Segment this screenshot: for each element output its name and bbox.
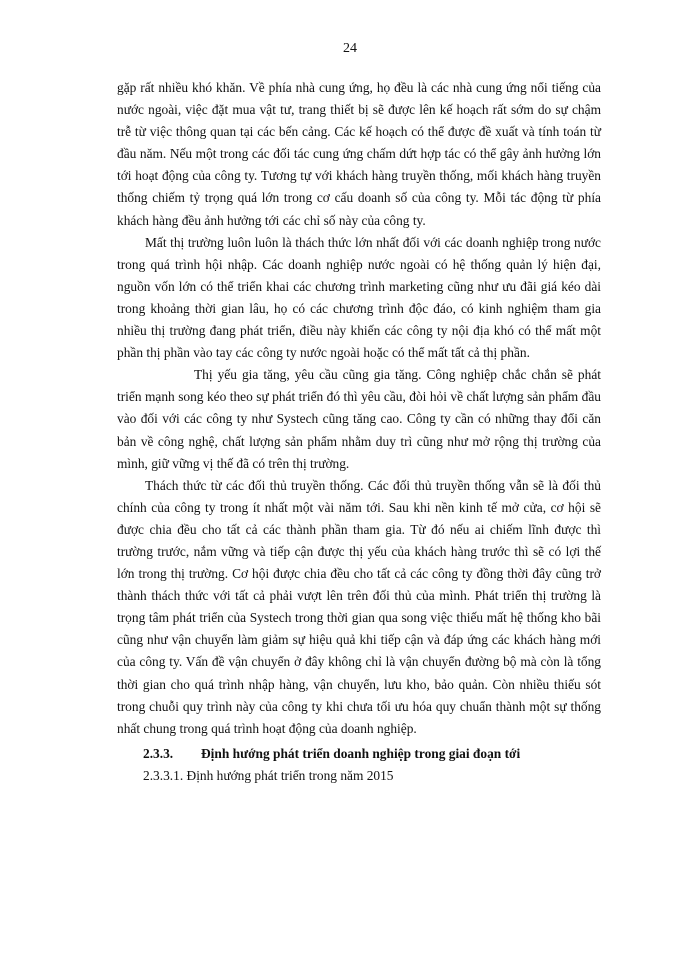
paragraph-1: gặp rất nhiều khó khăn. Về phía nhà cung ứng, họ đều là các nhà cung ứng nổi tiếng của nước ngoài, việc đặt mua vật tư, trang thiết bị sẽ được lên kế hoạch rất sớm do sự chậm trễ từ việc thông quan tại các bến cảng. Các kế hoạch có thể được đề xuất và tính toán từ đầu năm. Nếu một trong các đối tác cung ứng chấm dứt hợp tác có thể gây ảnh hưởng lớn tới hoạt động của công ty. Tương tự với khách hàng truyền thống, mối khách hàng truyền thống chiếm tỷ trọng quá lớn trong cơ cấu doanh số của công ty. Mỗi tác động từ phía khách hàng đều ảnh hưởng tới các chỉ số này của công ty.: [117, 80, 601, 228]
paragraph-3: Thị yếu gia tăng, yêu cầu cũng gia tăng. Công nghiệp chắc chắn sẽ phát triển mạnh song kéo theo sự phát triển đó thì yêu cầu, đòi hỏi về chất lượng sản phẩm đầu vào đối với các công ty như Systech cũng tăng cao. Công ty cần có những thay đổi căn bản về công nghệ, chất lượng sản phẩm nhằm duy trì cũng như mở rộng thị trường của mình, giữ vững vị thế đã có trên thị trường.: [117, 367, 601, 471]
page-number: 24: [343, 41, 357, 56]
section-heading-number: 2.3.3.: [143, 745, 174, 761]
paragraph-2: Mất thị trường luôn luôn là thách thức lớn nhất đối với các doanh nghiệp trong nước trong quá trình hội nhập. Các doanh nghiệp nước ngoài có hệ thống quản lý hiện đại, nguồn vốn lớn có thể triển khai các chương trình marketing cũng như ưu đãi giá kéo dài trong khoảng thời gian lâu, họ có các chương trình độc đáo, có kinh nghiệm tham gia nhiều thị trường đang phát triển, điều này khiến các công ty nội địa khó có thể mất một phần thị phần vào tay các công ty nước ngoài hoặc có thể mất tất cả thị phần.: [117, 234, 601, 361]
section-heading: [117, 743, 601, 765]
section-heading-title: Định hướng phát triển doanh nghiệp trong giai đoạn tới: [201, 745, 521, 761]
body-text: [117, 77, 601, 787]
paragraph-4: Thách thức từ các đối thủ truyền thống. Các đối thủ truyền thống vẫn sẽ là đối thủ chính của công ty trong ít nhất một vài năm tới. Sau khi nền kinh tế mở cửa, cơ hội sẽ được chia đều cho tất cả các thành phần tham gia. Từ đó nếu ai chiếm lĩnh được thì trường trước, nắm vững và tiếp cận được thị yếu của khách hàng trước thì sẽ có lợi thế lớn trong thị trường. Cơ hội được chia đều cho tất cả các công ty đồng thời đây cũng trở thành thách thức với tất cả phải vượt lên trên đối thủ của mình. Phát triển thị trường là trọng tâm phát triển của Systech trong thời gian qua song việc thiếu mất hệ thống kho bãi cũng như vận chuyển làm giảm sự hiệu quả khi tiếp cận và đáp ứng các khách hàng mới của công ty. Vấn đề vận chuyển ở đây không chỉ là vận chuyển đường bộ mà còn là tổng thời gian cho quá trình nhập hàng, vận chuyển, lưu kho, bảo quản. Còn nhiều thiếu sót trong chuỗi quy trình này của công ty khi chưa tối ưu hóa quy chuẩn thành một sự thống nhất chung trong quá trình hoạt động của doanh nghiệp.: [117, 477, 601, 736]
subsection-heading: 2.3.3.1. Định hướng phát triển trong năm 2015: [143, 767, 394, 783]
